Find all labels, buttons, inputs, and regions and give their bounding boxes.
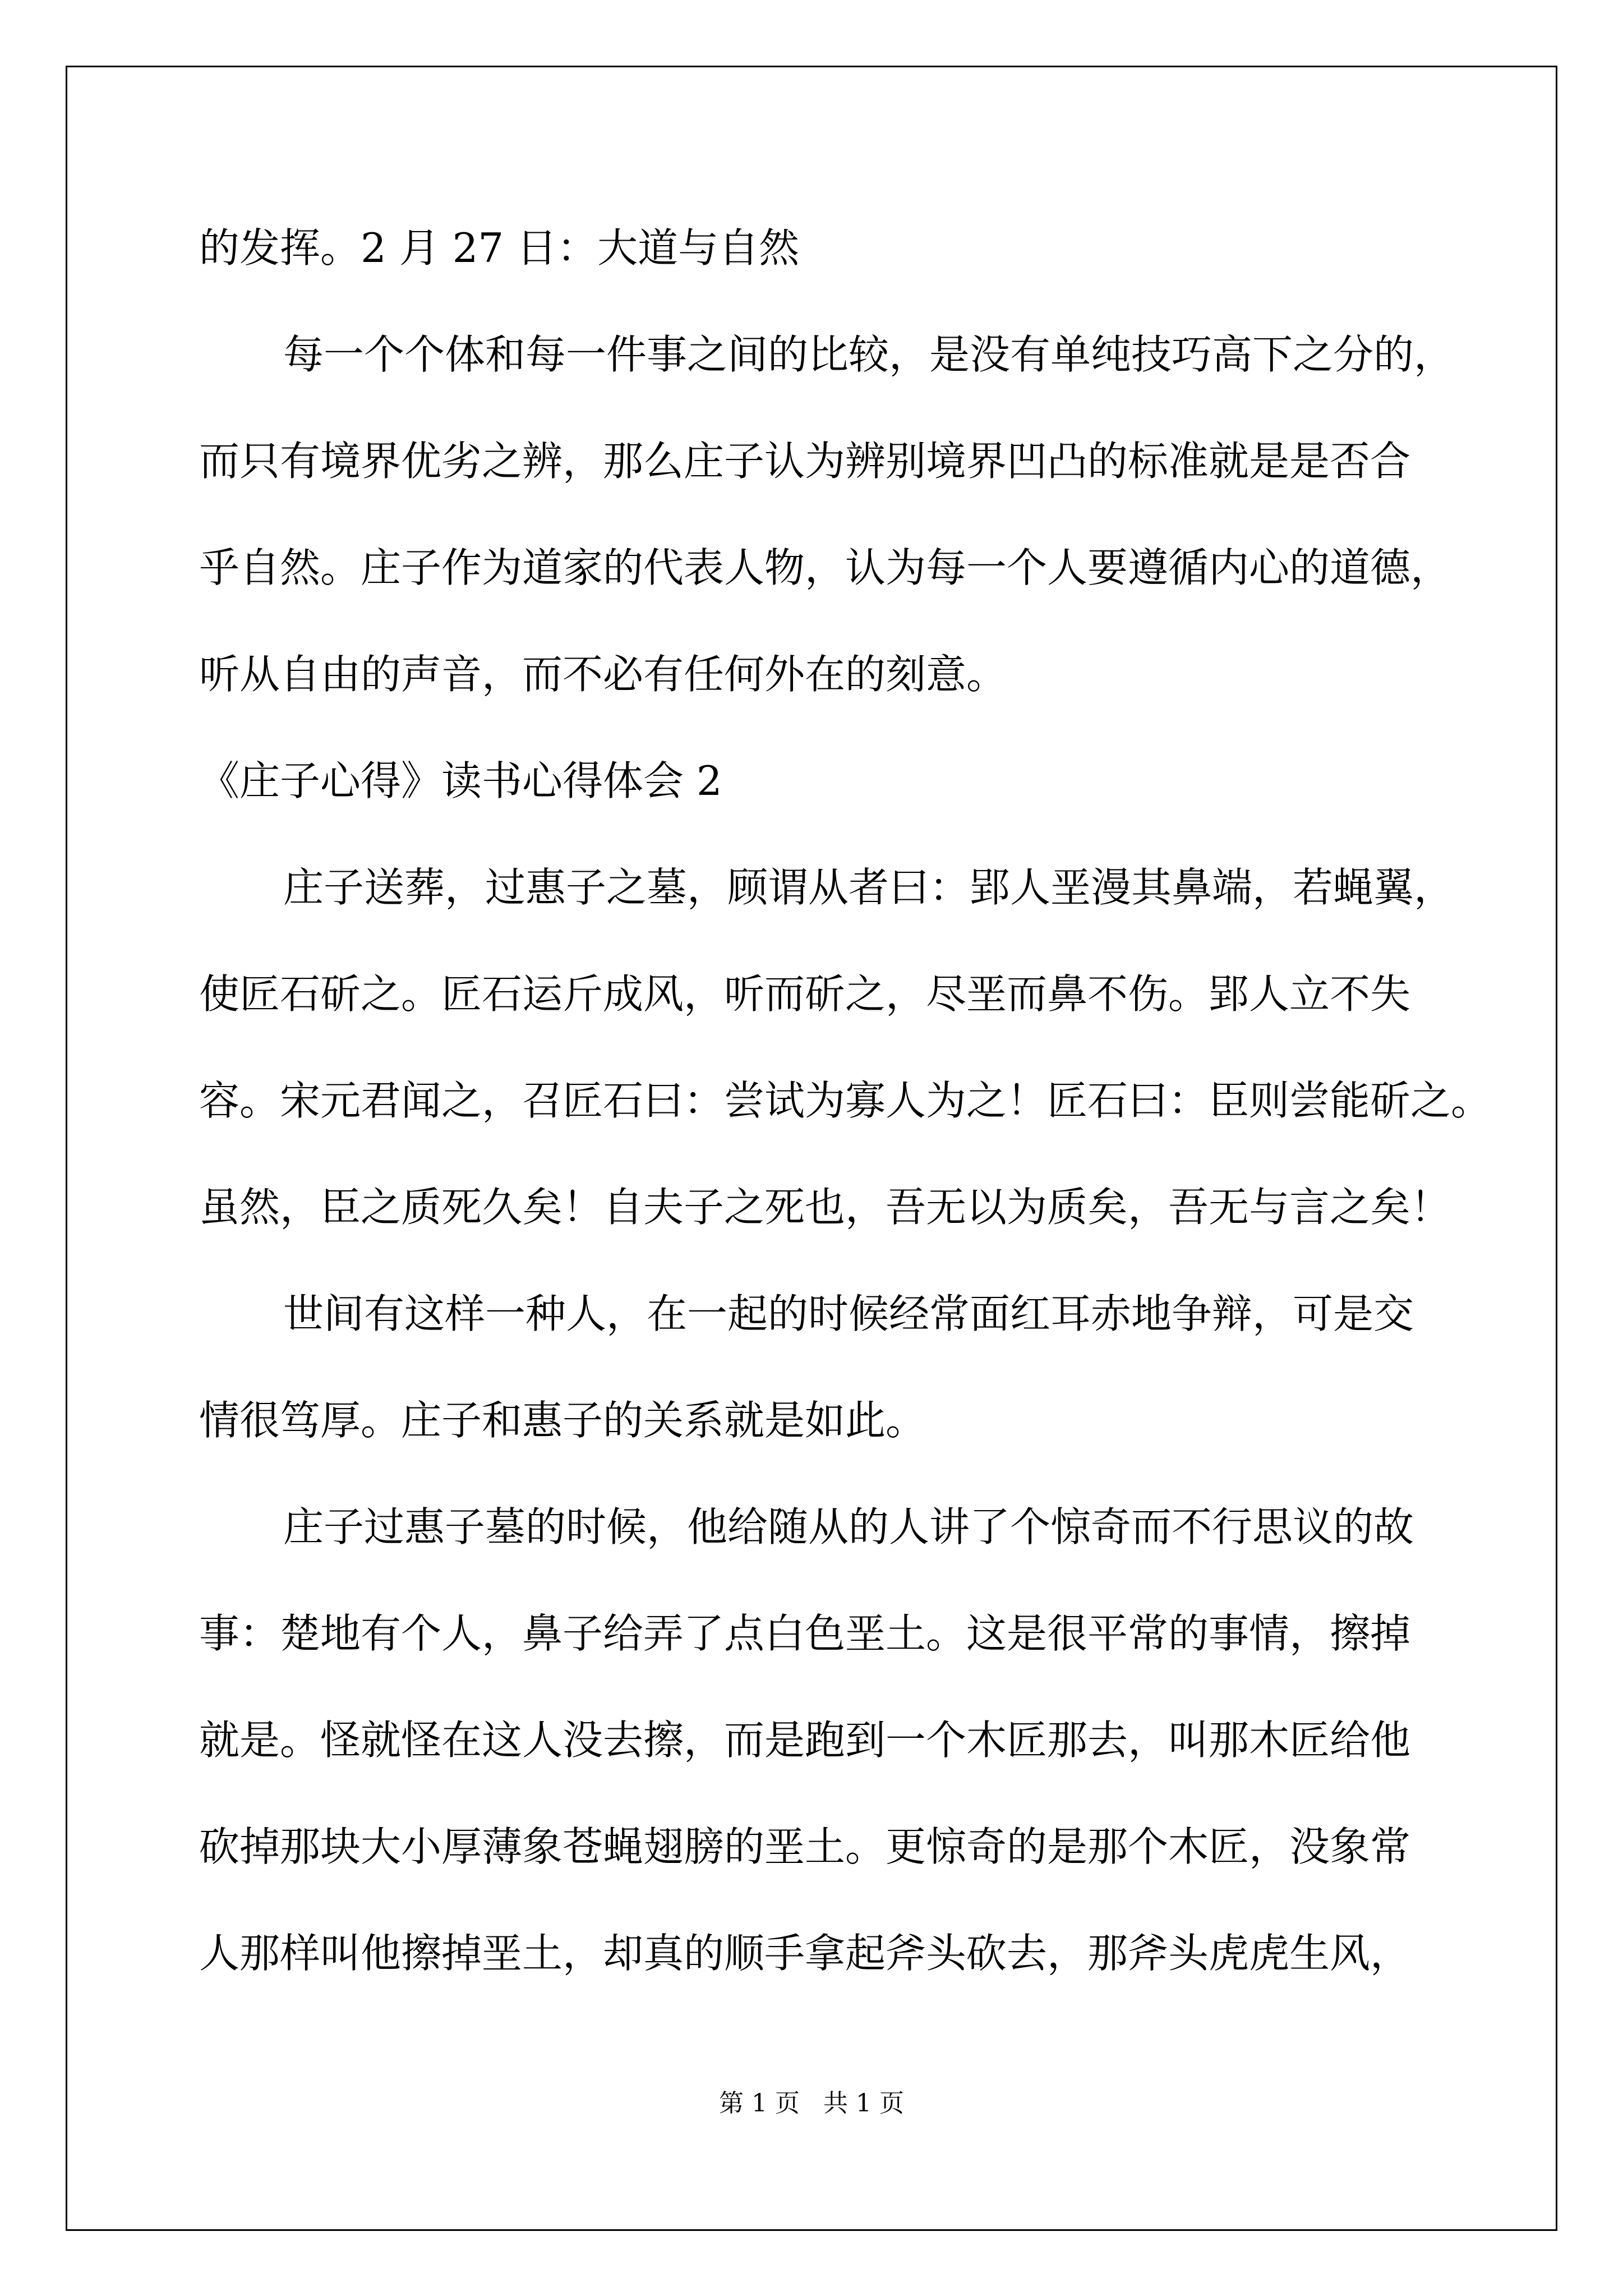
text-line: 使匠石斫之。匠石运斤成风，听而斫之，尽垩而鼻不伤。郢人立不失 <box>199 970 1411 1018</box>
text-line: 世间有这样一种人，在一起的时候经常面红耳赤地争辩，可是交 <box>283 1290 1414 1337</box>
page-footer: 第 1 页 共 1 页 <box>719 2089 904 2118</box>
text-line: 砍掉那块大小厚薄象苍蝇翅膀的垩土。更惊奇的是那个木匠，没象常 <box>199 1823 1411 1870</box>
page-border <box>66 66 1557 2231</box>
text-line: 的发挥。2 月 27 日：大道与自然 <box>199 224 800 272</box>
text-line: 而只有境界优劣之辨，那么庄子认为辨别境界凹凸的标准就是是否合 <box>199 438 1411 485</box>
text-line: 乎自然。庄子作为道家的代表人物，认为每一个人要遵循内心的道德， <box>199 544 1451 591</box>
text-line: 事：楚地有个人，鼻子给弄了点白色垩土。这是很平常的事情，擦掉 <box>199 1610 1411 1657</box>
text-line: 情很笃厚。庄子和惠子的关系就是如此。 <box>199 1397 926 1444</box>
text-line: 听从自由的声音，而不必有任何外在的刻意。 <box>199 651 1007 698</box>
text-line: 庄子送葬，过惠子之墓，顾谓从者曰：郢人垩漫其鼻端，若蝇翼， <box>283 864 1455 911</box>
text-line: 庄子过惠子墓的时候，他给随从的人讲了个惊奇而不行思议的故 <box>283 1503 1414 1550</box>
text-line: 每一个个体和每一件事之间的比较，是没有单纯技巧高下之分的， <box>283 331 1455 378</box>
text-line: 就是。怪就怪在这人没去擦，而是跑到一个木匠那去，叫那木匠给他 <box>199 1717 1411 1764</box>
text-line: 容。宋元君闻之，召匠石曰：尝试为寡人为之！匠石曰：臣则尝能斫之。 <box>199 1077 1492 1124</box>
section-heading: 《庄子心得》读书心得体会 2 <box>199 757 722 804</box>
text-line: 人那样叫他擦掉垩土，却真的顺手拿起斧头砍去，那斧头虎虎生风， <box>199 1930 1411 1977</box>
text-line: 虽然，臣之质死久矣！自夫子之死也，吾无以为质矣，吾无与言之矣！ <box>199 1184 1451 1231</box>
